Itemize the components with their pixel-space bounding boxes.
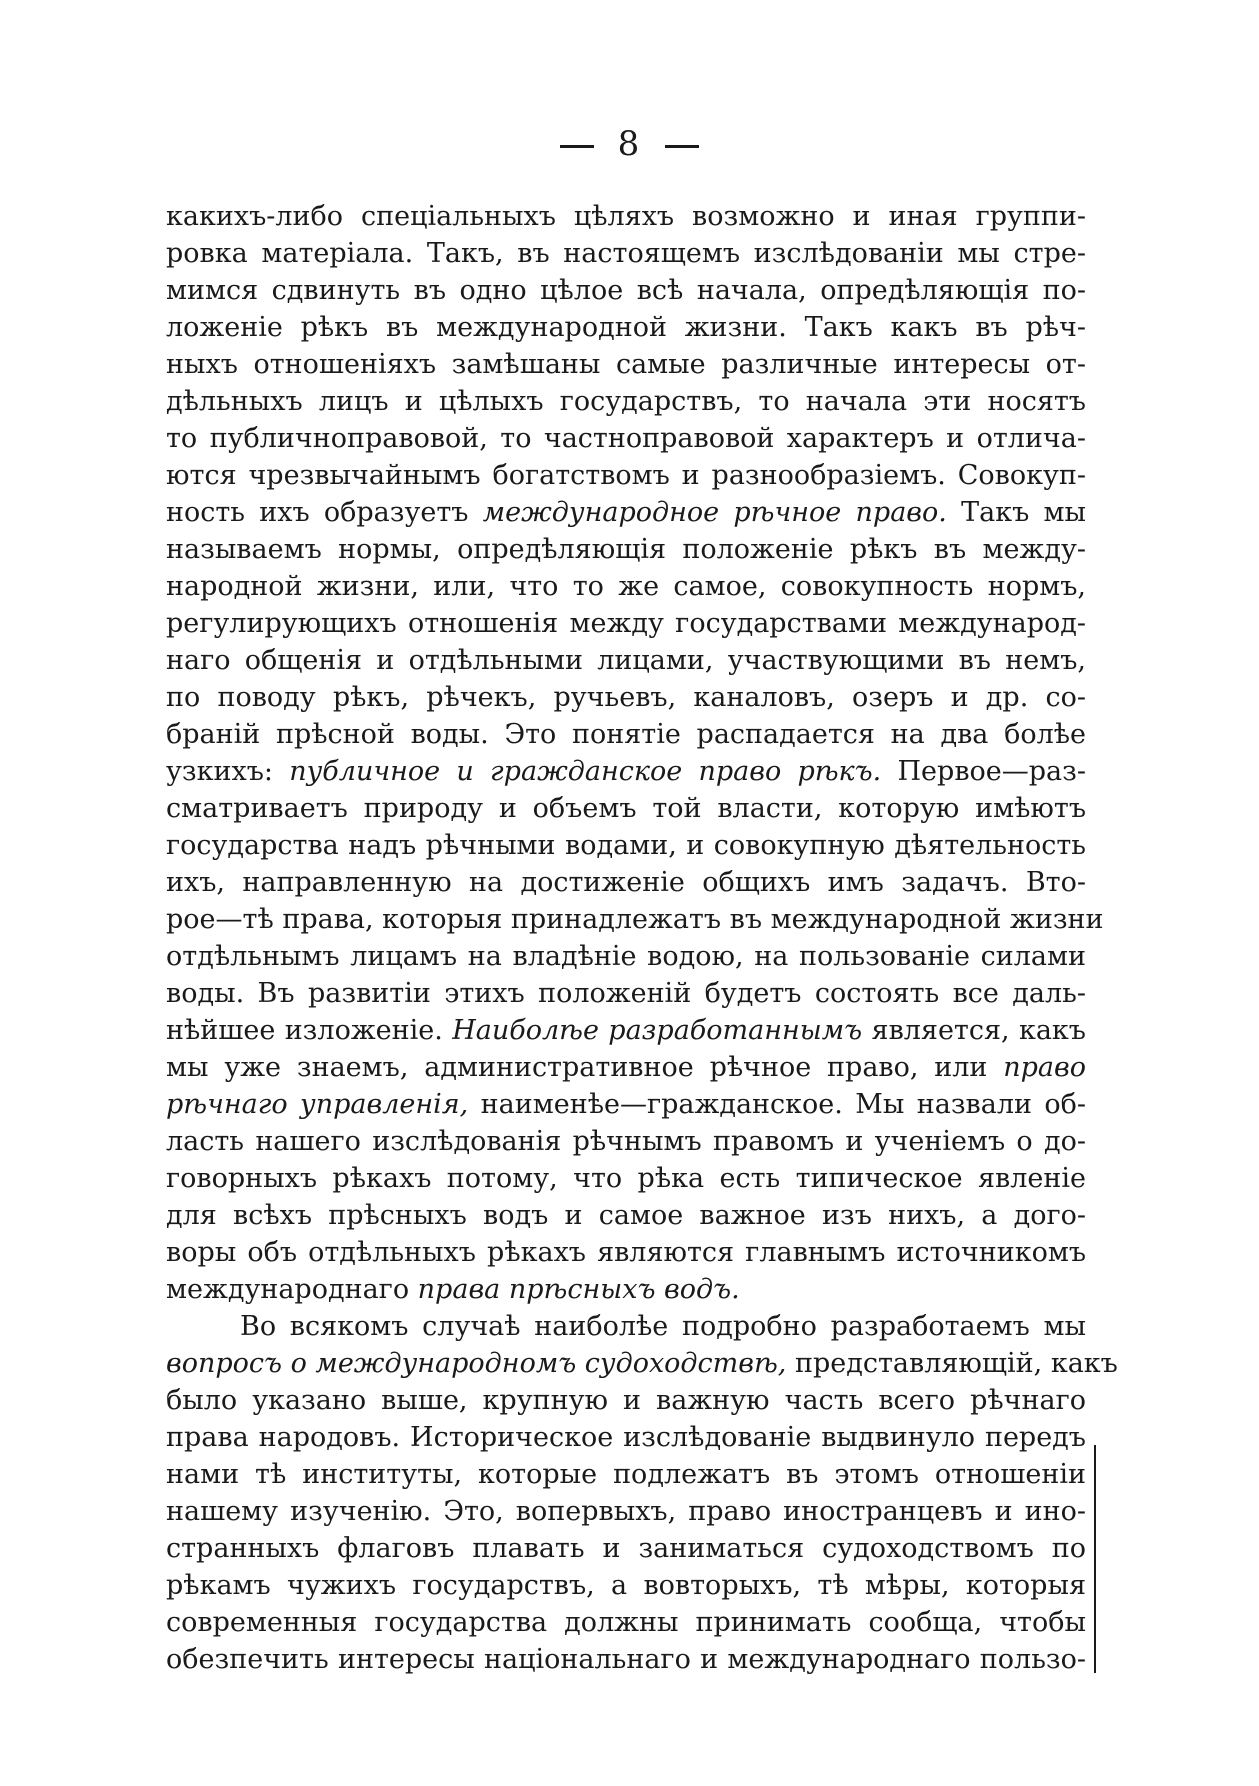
text-run: по поводу рѣкъ, рѣчекъ, ручьевъ, каналовъ, озеръ и др. со- <box>166 682 1086 713</box>
text-run: для всѣхъ прѣсныхъ водъ и самое важное изъ нихъ, а дого- <box>166 1200 1086 1231</box>
text-run: ласть нашего изслѣдованія рѣчнымъ правомъ и ученіемъ о до- <box>166 1126 1086 1157</box>
text-line <box>166 679 1086 716</box>
text-run: Во всякомъ случаѣ наиболѣе подробно разработаемъ мы <box>240 1311 1086 1342</box>
text-line <box>166 346 1086 383</box>
text-line <box>166 531 1086 568</box>
italic-term: права прѣсныхъ водъ. <box>417 1274 740 1305</box>
text-line <box>166 1234 1086 1271</box>
text-line <box>166 605 1086 642</box>
text-run: является, какъ <box>862 1015 1086 1046</box>
text-line <box>166 272 1086 309</box>
body-text <box>166 198 1118 1678</box>
text-run: странныхъ флаговъ плавать и заниматься судоходствомъ по <box>166 1533 1086 1564</box>
text-run: регулирующихъ отношенія между государствами международ- <box>166 608 1086 639</box>
text-line <box>166 1012 1086 1049</box>
text-run: ются чрезвычайнымъ богатствомъ и разнообразіемъ. Совокуп- <box>166 460 1086 491</box>
text-line <box>166 753 1086 790</box>
text-line <box>166 1493 1086 1530</box>
text-run: современныя государства должны принимать сообща, чтобы <box>166 1607 1086 1638</box>
text-line <box>166 1456 1086 1493</box>
text-line <box>166 790 1086 827</box>
text-run: называемъ нормы, опредѣляющія положеніе рѣкъ въ между- <box>166 534 1086 565</box>
text-run: какихъ-либо спеціальныхъ цѣляхъ возможно и иная группи- <box>166 201 1086 232</box>
text-run: наименѣе—гражданское. Мы назвали об- <box>468 1089 1086 1120</box>
text-line <box>166 1271 1086 1308</box>
text-run: народной жизни, или, что то же самое, совокупность нормъ, <box>166 571 1086 602</box>
page-number-dash-right <box>665 145 699 148</box>
text-line <box>166 1345 1118 1382</box>
text-line <box>166 938 1086 975</box>
text-line <box>166 827 1086 864</box>
page-number-value: 8 <box>617 124 642 164</box>
text-run: говорныхъ рѣкахъ потому, что рѣка есть типическое явленіе <box>166 1163 1086 1194</box>
text-line <box>166 420 1086 457</box>
text-line <box>166 864 1086 901</box>
text-run: браній прѣсной воды. Это понятіе распадается на два болѣе <box>166 719 1086 750</box>
paragraph-1 <box>166 198 1104 1308</box>
text-line <box>166 1160 1086 1197</box>
text-run: узкихъ: <box>166 756 290 787</box>
text-line <box>166 494 1086 531</box>
margin-bracket-mark <box>1094 1445 1104 1673</box>
text-line <box>166 1308 1086 1345</box>
text-run: государства надъ рѣчными водами, и совокупную дѣятельность <box>166 830 1086 861</box>
paragraph-2 <box>166 1308 1118 1678</box>
page-number <box>0 124 1259 164</box>
text-run: ровка матеріала. Такъ, въ настоящемъ изслѣдованіи мы стре- <box>166 238 1086 269</box>
text-line <box>166 198 1086 235</box>
text-line <box>166 1604 1086 1641</box>
text-run: было указано выше, крупную и важную часть всего рѣчнаго <box>166 1385 1086 1416</box>
text-run: воры объ отдѣльныхъ рѣкахъ являются главнымъ источникомъ <box>166 1237 1086 1268</box>
text-line <box>166 1530 1086 1567</box>
text-run: сматриваетъ природу и объемъ той власти, которую имѣютъ <box>166 793 1086 824</box>
text-run: наго общенія и отдѣльными лицами, участвующими въ немъ, <box>166 645 1086 676</box>
italic-term: право <box>1003 1052 1086 1083</box>
text-line <box>166 1086 1086 1123</box>
text-run: мимся сдвинуть въ одно цѣлое всѣ начала, опредѣляющія по- <box>166 275 1086 306</box>
text-line <box>166 642 1086 679</box>
text-line <box>166 568 1086 605</box>
text-run: Первое—раз- <box>881 756 1086 787</box>
italic-term: рѣчнаго управленія, <box>166 1089 469 1120</box>
text-run: нами тѣ институты, которые подлежатъ въ этомъ отношеніи <box>166 1459 1086 1490</box>
text-run: ныхъ отношеніяхъ замѣшаны самые различные интересы от- <box>166 349 1086 380</box>
text-line <box>166 309 1086 346</box>
text-line <box>166 1049 1086 1086</box>
text-line <box>166 457 1086 494</box>
text-run: нашему изученію. Это, вопервыхъ, право иностранцевъ и ино- <box>166 1496 1086 1527</box>
text-run: представляющій, какъ <box>786 1348 1118 1379</box>
text-run: Такъ мы <box>946 497 1086 528</box>
text-line <box>166 383 1086 420</box>
text-run: дѣльныхъ лицъ и цѣлыхъ государствъ, то начала эти носятъ <box>166 386 1086 417</box>
italic-term: вопросъ о международномъ судоходствѣ, <box>166 1348 787 1379</box>
text-line <box>166 1641 1086 1678</box>
text-line <box>166 716 1086 753</box>
text-line <box>166 1197 1086 1234</box>
page-number-dash-left <box>560 145 594 148</box>
text-line <box>166 1123 1086 1160</box>
italic-term: публичное и гражданское право рѣкъ. <box>289 756 882 787</box>
text-run: воды. Въ развитіи этихъ положеній будетъ состоять все даль- <box>166 978 1086 1009</box>
text-line <box>166 1382 1086 1419</box>
text-run: обезпечить интересы національнаго и международнаго пользо- <box>166 1644 1086 1675</box>
italic-term: международное рѣчное право. <box>482 497 947 528</box>
text-run: нѣйшее изложеніе. <box>166 1015 453 1046</box>
text-run: ложеніе рѣкъ въ международной жизни. Такъ какъ въ рѣч- <box>166 312 1086 343</box>
text-line <box>166 901 1104 938</box>
text-run: международнаго <box>166 1274 418 1305</box>
text-run: то публичноправовой, то частноправовой характеръ и отлича- <box>166 423 1086 454</box>
text-run: рое—тѣ права, которыя принадлежатъ въ международной жизни <box>166 904 1104 935</box>
text-run: ихъ, направленную на достиженіе общихъ имъ задачъ. Вто- <box>166 867 1086 898</box>
text-line <box>166 975 1086 1012</box>
text-run: мы уже знаемъ, административное рѣчное право, или <box>166 1052 1004 1083</box>
text-run: рѣкамъ чужихъ государствъ, а вовторыхъ, тѣ мѣры, которыя <box>166 1570 1086 1601</box>
text-run: отдѣльнымъ лицамъ на владѣніе водою, на пользованіе силами <box>166 941 1086 972</box>
text-run: права народовъ. Историческое изслѣдованіе выдвинуло передъ <box>166 1422 1086 1453</box>
text-line <box>166 235 1086 272</box>
text-run: ность ихъ образуетъ <box>166 497 483 528</box>
text-line <box>166 1419 1086 1456</box>
italic-term: Наиболѣе разработаннымъ <box>452 1015 863 1046</box>
text-line <box>166 1567 1086 1604</box>
